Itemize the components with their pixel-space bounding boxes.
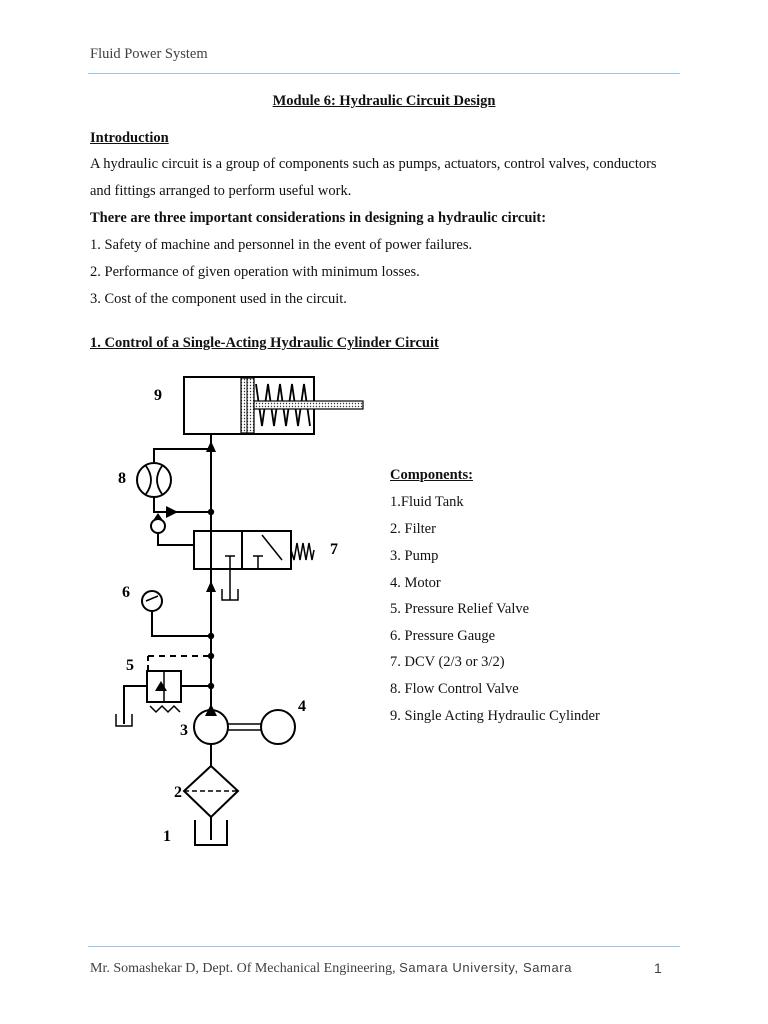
diagram-label-5: 5 bbox=[126, 657, 134, 674]
consideration-item: 3. Cost of the component used in the circuit. bbox=[90, 291, 347, 307]
footer-author: Mr. Somashekar D, Dept. Of Mechanical Engineering, bbox=[90, 961, 400, 976]
component-item: 7. DCV (2/3 or 3/2) bbox=[390, 654, 505, 670]
component-item: 1.Fluid Tank bbox=[390, 494, 464, 510]
considerations-heading: There are three important considerations in designing a hydraulic circuit: bbox=[90, 210, 547, 226]
single-acting-cylinder-symbol bbox=[184, 377, 363, 434]
section-heading: 1. Control of a Single-Acting Hydraulic Cylinder Circuit bbox=[90, 335, 439, 351]
footer-university: Samara University, Samara bbox=[399, 960, 573, 975]
flow-control-valve-symbol bbox=[137, 449, 211, 512]
filter-symbol bbox=[184, 766, 238, 840]
diagram-label-1: 1 bbox=[163, 828, 171, 845]
diagram-label-4: 4 bbox=[298, 698, 306, 715]
motor-symbol bbox=[261, 710, 295, 744]
component-item: 3. Pump bbox=[390, 548, 439, 564]
diagram-label-8: 8 bbox=[118, 470, 126, 487]
pump-symbol bbox=[194, 710, 262, 766]
consideration-item: 2. Performance of given operation with minimum losses. bbox=[90, 264, 420, 280]
component-item: 2. Filter bbox=[390, 521, 436, 537]
module-title: Module 6: Hydraulic Circuit Design bbox=[272, 93, 496, 109]
intro-line-2: and fittings arranged to perform useful work. bbox=[90, 183, 352, 199]
running-header: Fluid Power System bbox=[90, 46, 208, 62]
intro-line-1: A hydraulic circuit is a group of components such as pumps, actuators, control valves, conductors bbox=[90, 156, 657, 172]
consideration-item: 1. Safety of machine and personnel in the event of power failures. bbox=[90, 237, 473, 253]
diagram-label-3: 3 bbox=[180, 722, 188, 739]
components-heading: Components: bbox=[390, 467, 473, 483]
component-item: 5. Pressure Relief Valve bbox=[390, 601, 530, 617]
footer-rule bbox=[88, 946, 680, 947]
directional-control-valve-symbol bbox=[151, 519, 314, 600]
diagram-label-9: 9 bbox=[154, 387, 162, 404]
diagram-label-2: 2 bbox=[174, 784, 182, 801]
diagram-label-6: 6 bbox=[122, 584, 130, 601]
footer-credit bbox=[90, 960, 572, 977]
component-item: 8. Flow Control Valve bbox=[390, 681, 519, 697]
diagram-label-7: 7 bbox=[330, 541, 338, 558]
component-item: 6. Pressure Gauge bbox=[390, 628, 496, 644]
component-item: 4. Motor bbox=[390, 575, 441, 591]
page-number: 1 bbox=[654, 960, 662, 976]
intro-heading: Introduction bbox=[90, 130, 169, 146]
pressure-gauge-symbol bbox=[142, 591, 211, 636]
component-item: 9. Single Acting Hydraulic Cylinder bbox=[390, 708, 600, 724]
